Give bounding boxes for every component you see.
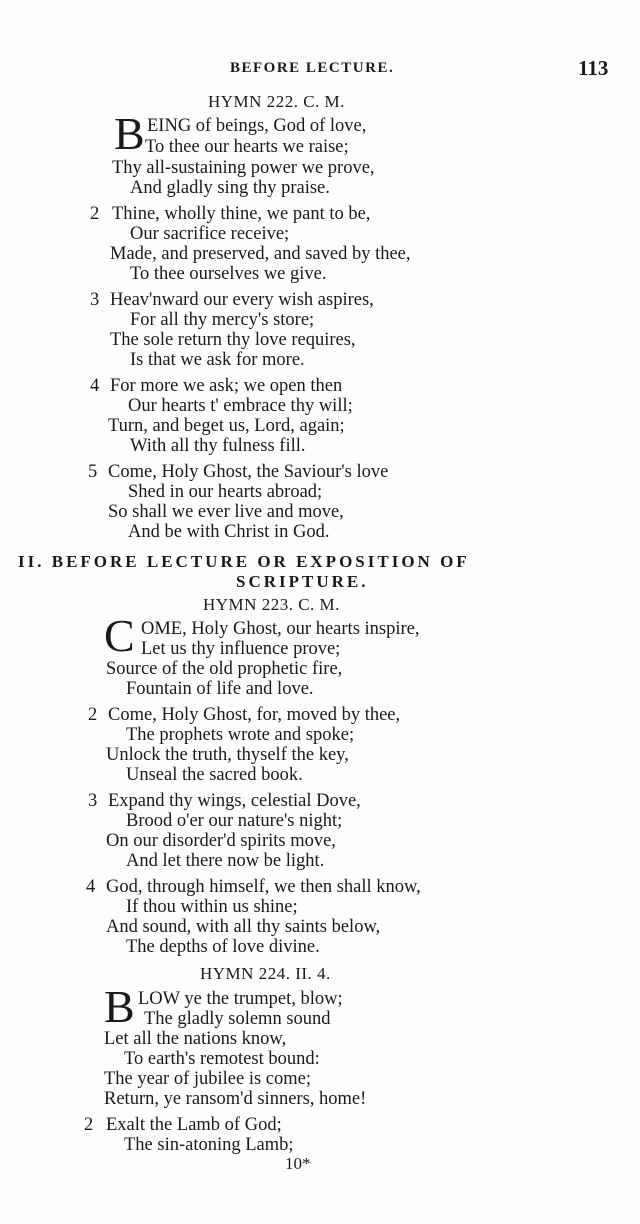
hymn-223-heading: HYMN 223. C. M. bbox=[203, 595, 340, 614]
stanza-number: 2 bbox=[88, 705, 98, 725]
verse-line: Our sacrifice receive; bbox=[130, 224, 290, 244]
verse-line: Source of the old prophetic fire, bbox=[106, 659, 343, 679]
verse-line: On our disorder'd spirits move, bbox=[106, 831, 336, 851]
hymn-222-dropcap: B bbox=[114, 108, 145, 159]
stanza-number: 2 bbox=[90, 204, 100, 224]
page-number: 113 bbox=[578, 56, 609, 80]
verse-line: Let all the nations know, bbox=[104, 1029, 287, 1049]
stanza-number: 2 bbox=[84, 1115, 94, 1135]
hymn-224-heading: HYMN 224. II. 4. bbox=[200, 964, 331, 983]
stanza-number: 4 bbox=[86, 877, 96, 897]
verse-line: Brood o'er our nature's night; bbox=[126, 811, 343, 831]
verse-line: The year of jubilee is come; bbox=[104, 1069, 312, 1089]
verse-line: Turn, and beget us, Lord, again; bbox=[108, 416, 345, 436]
verse-line: If thou within us shine; bbox=[126, 897, 298, 917]
verse-line: Fountain of life and love. bbox=[126, 679, 314, 699]
verse-line: And be with Christ in God. bbox=[128, 522, 330, 542]
stanza-number: 4 bbox=[90, 376, 100, 396]
verse-line: For all thy mercy's store; bbox=[130, 310, 315, 330]
verse-line: Unseal the sacred book. bbox=[126, 765, 303, 785]
verse-line: To thee ourselves we give. bbox=[130, 264, 327, 284]
verse-line: Come, Holy Ghost, the Saviour's love bbox=[108, 462, 389, 482]
verse-line: Exalt the Lamb of God; bbox=[106, 1115, 282, 1135]
verse-line: Let us thy influence prove; bbox=[141, 639, 341, 659]
verse-line: And let there now be light. bbox=[126, 851, 325, 871]
verse-line: And sound, with all thy saints below, bbox=[106, 917, 381, 937]
verse-line: Unlock the truth, thyself the key, bbox=[106, 745, 349, 765]
signature-mark: 10* bbox=[285, 1154, 311, 1173]
verse-line: The prophets wrote and spoke; bbox=[126, 725, 355, 745]
hymn-223-dropcap: C bbox=[104, 610, 135, 661]
stanza-number: 5 bbox=[88, 462, 98, 482]
section-heading: II. BEFORE LECTURE OR EXPOSITION OF bbox=[18, 552, 470, 571]
running-head: BEFORE LECTURE. bbox=[230, 60, 395, 76]
verse-line: Thine, wholly thine, we pant to be, bbox=[112, 204, 371, 224]
verse-line: Shed in our hearts abroad; bbox=[128, 482, 323, 502]
verse-line: And gladly sing thy praise. bbox=[130, 178, 330, 198]
verse-line: The depths of love divine. bbox=[126, 937, 320, 957]
verse-line: The gladly solemn sound bbox=[144, 1009, 331, 1029]
hymn-222-heading: HYMN 222. C. M. bbox=[208, 92, 345, 111]
verse-line: Thy all-sustaining power we prove, bbox=[112, 158, 375, 178]
verse-line: To thee our hearts we raise; bbox=[145, 137, 349, 157]
hymn-224-dropcap: B bbox=[104, 981, 135, 1032]
stanza-number: 3 bbox=[90, 290, 100, 310]
verse-line: OME, Holy Ghost, our hearts inspire, bbox=[141, 619, 420, 639]
verse-line: With all thy fulness fill. bbox=[130, 436, 306, 456]
verse-line: Made, and preserved, and saved by thee, bbox=[110, 244, 411, 264]
verse-line: Expand thy wings, celestial Dove, bbox=[108, 791, 361, 811]
section-heading-continued: SCRIPTURE. bbox=[236, 572, 369, 591]
verse-line: The sin-atoning Lamb; bbox=[124, 1135, 294, 1155]
verse-line: Come, Holy Ghost, for, moved by thee, bbox=[108, 705, 401, 725]
verse-line: The sole return thy love requires, bbox=[110, 330, 356, 350]
verse-line: Return, ye ransom'd sinners, home! bbox=[104, 1089, 367, 1109]
verse-line: Heav'nward our every wish aspires, bbox=[110, 290, 374, 310]
verse-line: Is that we ask for more. bbox=[130, 350, 305, 370]
verse-line: Our hearts t' embrace thy will; bbox=[128, 396, 353, 416]
verse-line: To earth's remotest bound: bbox=[124, 1049, 320, 1069]
verse-line: EING of beings, God of love, bbox=[147, 116, 367, 136]
stanza-number: 3 bbox=[88, 791, 98, 811]
verse-line: LOW ye the trumpet, blow; bbox=[138, 989, 343, 1009]
verse-line: God, through himself, we then shall know, bbox=[106, 877, 421, 897]
verse-line: So shall we ever live and move, bbox=[108, 502, 344, 522]
verse-line: For more we ask; we open then bbox=[110, 376, 343, 396]
